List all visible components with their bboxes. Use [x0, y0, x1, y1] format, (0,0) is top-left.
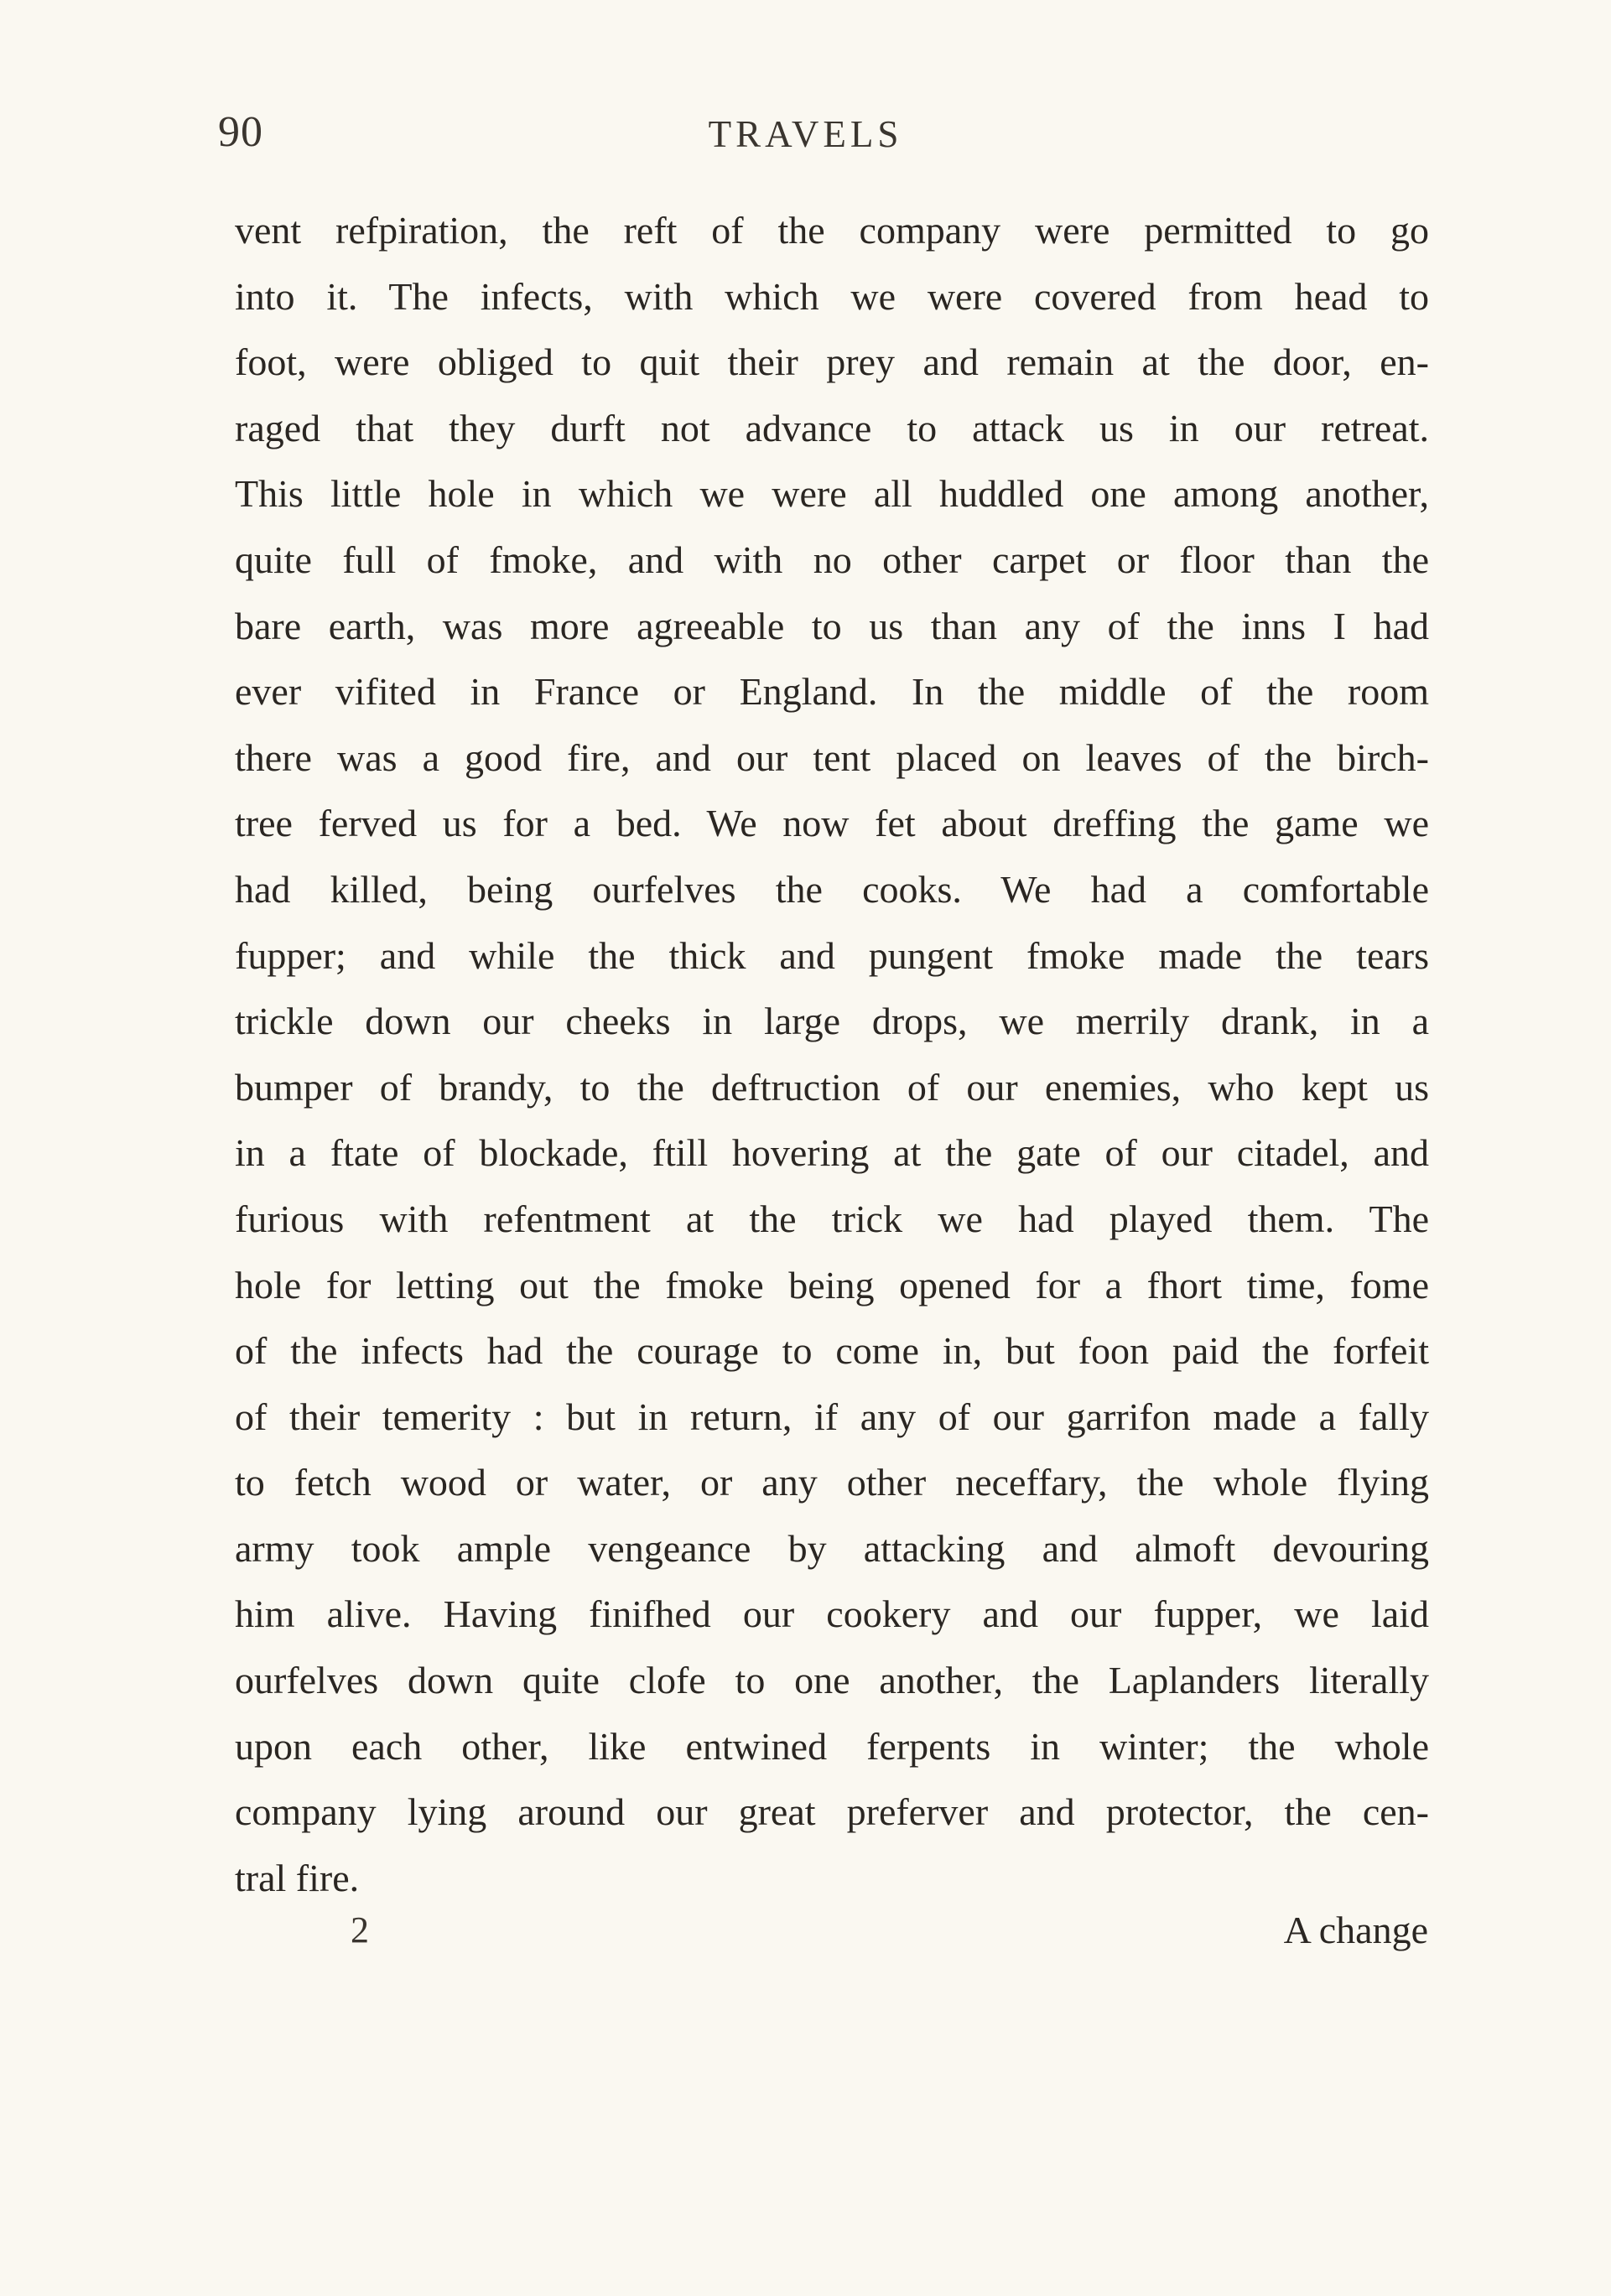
text-line: army took ample vengeance by attacking and almoft devouring	[235, 1526, 1429, 1570]
text-line: raged that they durft not advance to attack us in our retreat.	[235, 406, 1429, 449]
text-line: of the infects had the courage to come in, but foon paid the forfeit	[235, 1329, 1429, 1373]
text-line: ever vifited in France or England. In the middle of the room	[235, 670, 1429, 714]
text-line: in a ftate of blockade, ftill hovering at the gate of our citadel, and	[235, 1131, 1429, 1175]
running-head: TRAVELS	[708, 113, 903, 155]
text-line: bare earth, was more agreeable to us than any of the inns I had	[235, 604, 1429, 647]
text-line: This little hole in which we were all huddled one among another,	[235, 472, 1429, 516]
text-line: hole for letting out the fmoke being opened for a fhort time, fome	[235, 1263, 1429, 1306]
text-line: foot, were obliged to quit their prey and remain at the door, en-	[235, 340, 1429, 384]
text-line: him alive. Having finifhed our cookery and our fupper, we laid	[235, 1592, 1429, 1636]
signature-mark: 2	[351, 1909, 369, 1951]
text-line: of their temerity : but in return, if any of our garrifon made a fally	[235, 1395, 1429, 1438]
text-line: to fetch wood or water, or any other neceffary, the whole flying	[235, 1461, 1429, 1504]
text-line: company lying around our great preferver and protector, the cen-	[235, 1790, 1429, 1834]
text-line: vent refpiration, the reft of the company were permitted to go	[235, 209, 1429, 252]
text-line: had killed, being ourfelves the cooks. We had a comfortable	[235, 867, 1429, 911]
text-line: bumper of brandy, to the deftruction of our enemies, who kept us	[235, 1065, 1429, 1109]
body-text	[235, 198, 1429, 1911]
text-line: tral fire.	[235, 1856, 360, 1899]
catchword: A change	[1283, 1909, 1428, 1951]
text-line: trickle down our cheeks in large drops, we merrily drank, in a	[235, 1000, 1429, 1043]
text-line: tree ferved us for a bed. We now fet about dreffing the game we	[235, 802, 1429, 845]
text-line: ourfelves down quite clofe to one another, the Laplanders literally	[235, 1659, 1429, 1702]
text-line: into it. The infects, with which we were covered from head to	[235, 274, 1429, 318]
text-line: fupper; and while the thick and pungent fmoke made the tears	[235, 933, 1429, 977]
text-line: upon each other, like entwined ferpents in winter; the whole	[235, 1724, 1429, 1768]
text-line: quite full of fmoke, and with no other carpet or floor than the	[235, 538, 1429, 581]
page-number: 90	[218, 108, 263, 156]
text-line: furious with refentment at the trick we had played them. The	[235, 1197, 1429, 1240]
text-line: there was a good fire, and our tent placed on leaves of the birch-	[235, 735, 1429, 779]
